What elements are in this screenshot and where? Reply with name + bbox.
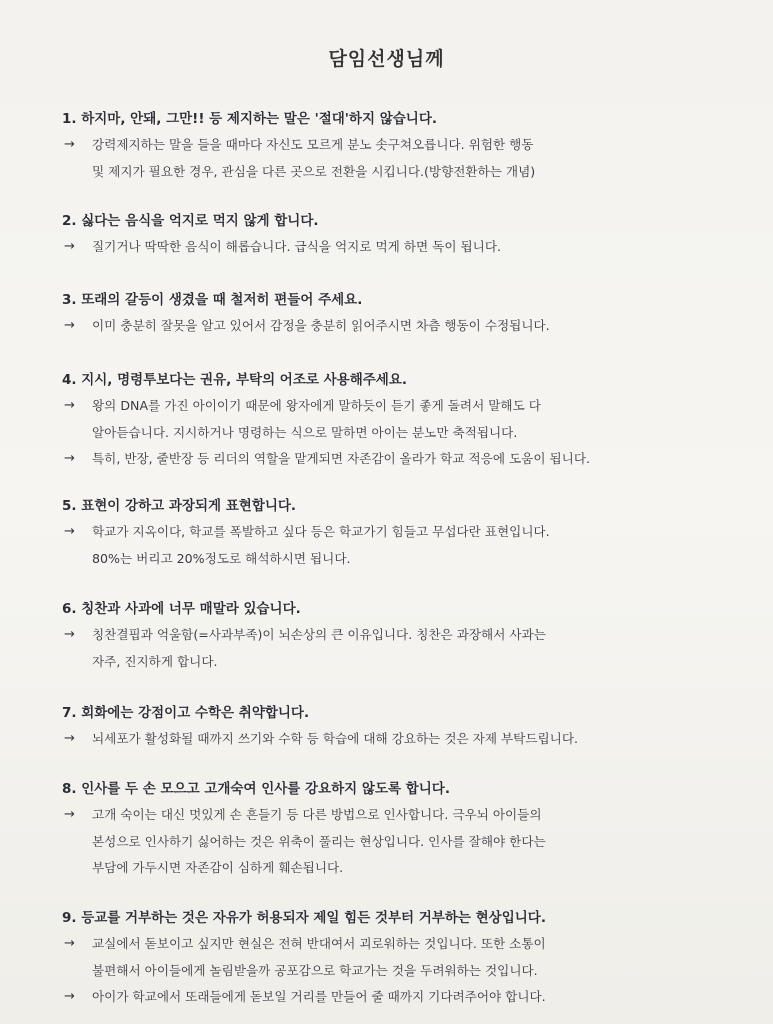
arrow-icon: → — [64, 524, 75, 539]
guideline-item-1 — [62, 106, 752, 185]
guideline-line: → 아이가 학교에서 또래들에게 돋보일 거리를 만들어 줄 때까지 기다려주어야 합니다. — [62, 984, 752, 1011]
guideline-line: → 왕의 DNA를 가진 아이이기 때문에 왕자에게 말하듯이 듣기 좋게 돌려서 말해도 다 — [62, 393, 752, 420]
arrow-icon: → — [64, 807, 75, 822]
guideline-line: → 강력제지하는 말을 들을 때마다 자신도 모르게 분노 솟구쳐오릅니다. 위험한 행동 — [62, 132, 752, 159]
guideline-item-6 — [62, 596, 752, 675]
guideline-line: → 특히, 반장, 줄반장 등 리더의 역할을 맡게되면 자존감이 올라가 학교 적응에 도움이 됩니다. — [62, 446, 752, 473]
arrow-icon: → — [64, 731, 75, 746]
guideline-heading: 6. 칭찬과 사과에 너무 매말라 있습니다. — [62, 601, 301, 617]
guideline-item-4 — [62, 367, 752, 473]
guideline-line: 본성으로 인사하기 싫어하는 것은 위축이 풀리는 현상입니다. 인사를 잘해야 한다는 — [92, 833, 546, 849]
guideline-line: → 칭찬결핍과 억울함(=사과부족)이 뇌손상의 큰 이유입니다. 칭찬은 과장해서 사과는 — [62, 622, 752, 649]
guideline-line: → 이미 충분히 잘못을 알고 있어서 감정을 충분히 읽어주시면 차츰 행동이 수정됩니다. — [62, 313, 752, 340]
guideline-line: 부담에 가두시면 자존감이 심하게 훼손됩니다. — [92, 860, 344, 875]
guideline-heading: 8. 인사를 두 손 모으고 고개숙여 인사를 강요하지 않도록 합니다. — [62, 781, 450, 797]
guideline-line: → 뇌세포가 활성화될 때까지 쓰기와 수학 등 학습에 대해 강요하는 것은 자제 부탁드립니다. — [62, 726, 752, 753]
arrow-icon: → — [64, 451, 75, 466]
guideline-line: 및 제지가 필요한 경우, 관심을 다른 곳으로 전환을 시킵니다.(방향전환하는 개념) — [92, 163, 536, 179]
arrow-icon: → — [64, 936, 75, 951]
guideline-item-8 — [62, 776, 752, 882]
arrow-icon: → — [64, 318, 75, 333]
guideline-heading: 1. 하지마, 안돼, 그만!! 등 제지하는 말은 '절대'하지 않습니다. — [62, 111, 437, 127]
arrow-icon: → — [64, 989, 75, 1004]
guideline-item-5 — [62, 493, 752, 572]
guideline-line: → 학교가 지옥이다, 학교를 폭발하고 싶다 등은 학교가기 힘들고 무섭다란 표현입니다. — [62, 519, 752, 546]
arrow-icon: → — [64, 627, 75, 642]
guideline-line: 알아듣습니다. 지시하거나 명령하는 식으로 말하면 아이는 분노만 축적됩니다. — [92, 424, 518, 440]
page-title: 담임선생님께 — [328, 48, 445, 70]
arrow-icon: → — [64, 137, 75, 152]
arrow-icon: → — [64, 239, 75, 254]
guideline-line: 자주, 진지하게 합니다. — [92, 653, 218, 669]
guideline-item-2 — [62, 208, 752, 261]
guideline-heading: 7. 회화에는 강점이고 수학은 취약합니다. — [62, 705, 310, 721]
arrow-icon: → — [64, 398, 75, 413]
guideline-line: → 교실에서 돋보이고 싶지만 현실은 전혀 반대여서 괴로워하는 것입니다. 또한 소통이 — [62, 931, 752, 958]
guideline-item-7 — [62, 700, 752, 753]
guideline-line: 80%는 버리고 20%정도로 해석하시면 됩니다. — [92, 550, 351, 566]
guideline-line: → 질기거나 딱딱한 음식이 해롭습니다. 급식을 억지로 먹게 하면 독이 됩니다. — [62, 234, 752, 261]
guideline-line: 불편해서 아이들에게 놀림받을까 공포감으로 학교가는 것을 두려워하는 것입니다. — [92, 962, 538, 978]
guideline-heading: 5. 표현이 강하고 과장되게 표현합니다. — [62, 498, 297, 514]
guideline-item-3 — [62, 287, 752, 340]
guideline-item-9 — [62, 905, 752, 1011]
guideline-heading: 4. 지시, 명령투보다는 권유, 부탁의 어조로 사용해주세요. — [62, 372, 408, 388]
guideline-heading: 2. 싫다는 음식을 억지로 먹지 않게 합니다. — [62, 213, 319, 229]
guideline-heading: 9. 등교를 거부하는 것은 자유가 허용되자 제일 힘든 것부터 거부하는 현상입니다. — [62, 910, 546, 926]
guideline-line: → 고개 숙이는 대신 멋있게 손 흔들기 등 다른 방법으로 인사합니다. 극우뇌 아이들의 — [62, 802, 752, 829]
guideline-heading: 3. 또래의 갈등이 생겼을 때 철저히 편들어 주세요. — [62, 292, 363, 308]
